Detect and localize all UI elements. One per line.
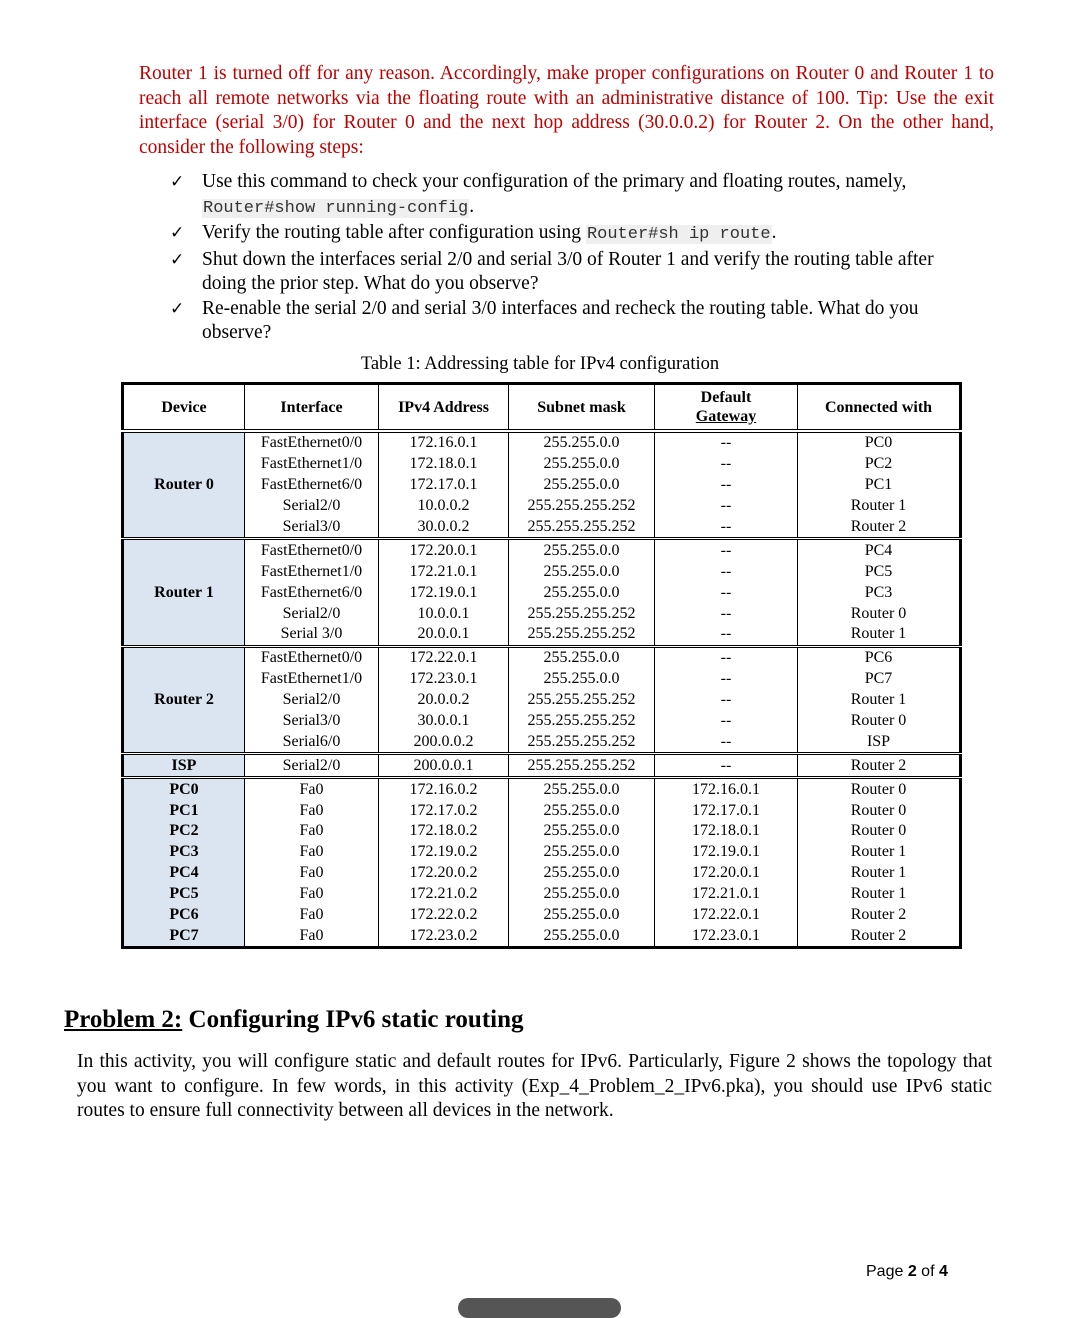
- cell-mask: 255.255.0.0: [509, 863, 655, 884]
- cell-interface: Serial 3/0: [245, 624, 379, 646]
- cell-interface: Fa0: [245, 905, 379, 926]
- cell-gateway: --: [655, 754, 798, 778]
- cell-connected: Router 1: [798, 884, 961, 905]
- cell-gateway: 172.17.0.1: [655, 800, 798, 821]
- cell-ipv4: 30.0.0.1: [379, 711, 509, 732]
- cell-ipv4: 20.0.0.2: [379, 690, 509, 711]
- cell-mask: 255.255.0.0: [509, 539, 655, 561]
- cell-gateway: --: [655, 711, 798, 732]
- cell-interface: Serial3/0: [245, 517, 379, 539]
- problem2-label: Problem 2:: [64, 1006, 183, 1033]
- table-row: [123, 561, 961, 582]
- cell-mask: 255.255.0.0: [509, 884, 655, 905]
- cell-connected: ISP: [798, 731, 961, 753]
- cell-connected: Router 2: [798, 925, 961, 947]
- cell-interface: FastEthernet0/0: [245, 431, 379, 454]
- cell-mask: 255.255.0.0: [509, 431, 655, 454]
- cell-interface: Fa0: [245, 863, 379, 884]
- cell-mask: 255.255.0.0: [509, 561, 655, 582]
- cell-device: PC3: [123, 842, 245, 863]
- cell-gateway: 172.21.0.1: [655, 884, 798, 905]
- page-prefix: Page: [866, 1263, 908, 1280]
- cell-gateway: --: [655, 669, 798, 690]
- cell-gateway: --: [655, 475, 798, 496]
- step-item: [170, 170, 960, 221]
- cell-mask: 255.255.255.252: [509, 731, 655, 753]
- step-text-end: .: [469, 195, 475, 217]
- cell-connected: PC6: [798, 646, 961, 668]
- cell-connected: Router 0: [798, 778, 961, 800]
- cell-gateway: 172.22.0.1: [655, 905, 798, 926]
- cell-connected: Router 1: [798, 624, 961, 646]
- cell-device: Router 1: [123, 539, 245, 646]
- cell-connected: Router 2: [798, 754, 961, 778]
- cell-ipv4: 20.0.0.1: [379, 624, 509, 646]
- table-row: [123, 669, 961, 690]
- cell-interface: FastEthernet6/0: [245, 582, 379, 603]
- cell-gateway: 172.23.0.1: [655, 925, 798, 947]
- cell-ipv4: 172.16.0.1: [379, 431, 509, 454]
- cell-device: PC1: [123, 800, 245, 821]
- step-text: Verify the routing table after configuration using: [202, 222, 586, 243]
- cell-ipv4: 172.17.0.1: [379, 475, 509, 496]
- step-command: Router#show running-config: [203, 198, 469, 218]
- table-row: [123, 624, 961, 646]
- cell-gateway: 172.16.0.1: [655, 778, 798, 800]
- addressing-table: [121, 382, 962, 949]
- cell-gateway: 172.20.0.1: [655, 863, 798, 884]
- cell-interface: Serial2/0: [245, 754, 379, 778]
- cell-connected: PC0: [798, 431, 961, 454]
- checkmark-icon: ✓: [170, 298, 185, 319]
- table-row: [123, 731, 961, 753]
- cell-gateway: --: [655, 690, 798, 711]
- cell-mask: 255.255.255.252: [509, 711, 655, 732]
- table-header-row: [123, 384, 961, 432]
- cell-interface: Serial6/0: [245, 731, 379, 753]
- cell-ipv4: 172.16.0.2: [379, 778, 509, 800]
- table-row: [123, 582, 961, 603]
- cell-ipv4: 172.21.0.1: [379, 561, 509, 582]
- cell-ipv4: 172.19.0.1: [379, 582, 509, 603]
- cell-connected: Router 0: [798, 603, 961, 624]
- cell-gateway: --: [655, 539, 798, 561]
- table-row: [123, 454, 961, 475]
- cell-connected: PC4: [798, 539, 961, 561]
- table-row: [123, 884, 961, 905]
- cell-device: ISP: [123, 754, 245, 778]
- table-row: [123, 475, 961, 496]
- cell-mask: 255.255.0.0: [509, 821, 655, 842]
- header-device: Device: [123, 384, 245, 432]
- cell-interface: FastEthernet0/0: [245, 539, 379, 561]
- cell-interface: Serial2/0: [245, 603, 379, 624]
- table-row: [123, 646, 961, 668]
- problem2-heading: [64, 1006, 524, 1034]
- page-number: [866, 1263, 948, 1281]
- cell-connected: PC3: [798, 582, 961, 603]
- cell-interface: FastEthernet0/0: [245, 646, 379, 668]
- cell-device: PC6: [123, 905, 245, 926]
- cell-device: PC4: [123, 863, 245, 884]
- header-connected: Connected with: [798, 384, 961, 432]
- cell-mask: 255.255.0.0: [509, 925, 655, 947]
- table-caption: Table 1: Addressing table for IPv4 configuration: [360, 354, 720, 374]
- cell-ipv4: 172.18.0.2: [379, 821, 509, 842]
- scroll-handle[interactable]: [458, 1298, 621, 1318]
- table-row: [123, 603, 961, 624]
- cell-gateway: --: [655, 603, 798, 624]
- header-gateway-line1: Default: [700, 389, 752, 406]
- checkmark-icon: ✓: [170, 249, 185, 270]
- cell-device: PC2: [123, 821, 245, 842]
- cell-connected: PC7: [798, 669, 961, 690]
- cell-connected: Router 1: [798, 863, 961, 884]
- cell-ipv4: 172.23.0.2: [379, 925, 509, 947]
- cell-gateway: --: [655, 624, 798, 646]
- cell-mask: 255.255.255.252: [509, 624, 655, 646]
- cell-ipv4: 200.0.0.1: [379, 754, 509, 778]
- cell-device: PC5: [123, 884, 245, 905]
- cell-mask: 255.255.255.252: [509, 754, 655, 778]
- table-row: [123, 842, 961, 863]
- cell-mask: 255.255.0.0: [509, 800, 655, 821]
- steps-list: [170, 170, 960, 346]
- table-row: [123, 778, 961, 800]
- step-item: [170, 297, 960, 346]
- cell-mask: 255.255.255.252: [509, 690, 655, 711]
- cell-mask: 255.255.0.0: [509, 454, 655, 475]
- problem2-title: Configuring IPv6 static routing: [182, 1006, 524, 1033]
- cell-interface: FastEthernet1/0: [245, 454, 379, 475]
- cell-connected: PC1: [798, 475, 961, 496]
- cell-ipv4: 200.0.0.2: [379, 731, 509, 753]
- cell-interface: Fa0: [245, 821, 379, 842]
- cell-gateway: --: [655, 561, 798, 582]
- cell-ipv4: 10.0.0.2: [379, 496, 509, 517]
- cell-interface: Serial2/0: [245, 496, 379, 517]
- cell-mask: 255.255.0.0: [509, 475, 655, 496]
- header-mask: Subnet mask: [509, 384, 655, 432]
- problem2-text: In this activity, you will configure static and default routes for IPv6. Particularly, Figure 2 shows the topology that you want to configure. In few words, in this activity (Exp_4_Problem_2_IPv6.pka), you should use IPv6 static routes to ensure full connectivity between all devices in the network.: [77, 1051, 992, 1121]
- page-current: 2: [907, 1263, 917, 1280]
- cell-interface: Fa0: [245, 925, 379, 947]
- cell-connected: Router 0: [798, 821, 961, 842]
- cell-connected: Router 2: [798, 517, 961, 539]
- table-row: [123, 821, 961, 842]
- page-of: of: [916, 1263, 939, 1280]
- step-text: Use this command to check your configuration of the primary and floating routes, namely,: [202, 171, 907, 192]
- cell-connected: Router 1: [798, 496, 961, 517]
- cell-connected: Router 0: [798, 711, 961, 732]
- cell-gateway: --: [655, 731, 798, 753]
- table-row: [123, 800, 961, 821]
- table-row: [123, 496, 961, 517]
- cell-device: PC0: [123, 778, 245, 800]
- cell-mask: 255.255.0.0: [509, 646, 655, 668]
- cell-mask: 255.255.0.0: [509, 582, 655, 603]
- cell-mask: 255.255.0.0: [509, 669, 655, 690]
- cell-ipv4: 10.0.0.1: [379, 603, 509, 624]
- cell-interface: FastEthernet1/0: [245, 669, 379, 690]
- cell-device: PC7: [123, 925, 245, 947]
- table-row: [123, 539, 961, 561]
- cell-connected: Router 1: [798, 842, 961, 863]
- cell-ipv4: 172.22.0.2: [379, 905, 509, 926]
- header-interface: Interface: [245, 384, 379, 432]
- table-row: [123, 517, 961, 539]
- table-row: [123, 925, 961, 947]
- cell-mask: 255.255.0.0: [509, 842, 655, 863]
- cell-device: Router 0: [123, 431, 245, 539]
- cell-interface: Serial2/0: [245, 690, 379, 711]
- step-text: Shut down the interfaces serial 2/0 and serial 3/0 of Router 1 and verify the routing table after doing the prior step. What do you observe?: [202, 248, 934, 294]
- cell-gateway: 172.18.0.1: [655, 821, 798, 842]
- cell-ipv4: 172.18.0.1: [379, 454, 509, 475]
- header-ipv4: IPv4 Address: [379, 384, 509, 432]
- cell-gateway: 172.19.0.1: [655, 842, 798, 863]
- page-total: 4: [938, 1263, 948, 1280]
- cell-gateway: --: [655, 454, 798, 475]
- cell-ipv4: 172.21.0.2: [379, 884, 509, 905]
- cell-ipv4: 172.23.0.1: [379, 669, 509, 690]
- cell-interface: Serial3/0: [245, 711, 379, 732]
- table-row: [123, 431, 961, 454]
- cell-ipv4: 172.17.0.2: [379, 800, 509, 821]
- cell-interface: Fa0: [245, 800, 379, 821]
- cell-device: Router 2: [123, 646, 245, 753]
- cell-gateway: --: [655, 517, 798, 539]
- cell-ipv4: 30.0.0.2: [379, 517, 509, 539]
- cell-mask: 255.255.255.252: [509, 496, 655, 517]
- cell-interface: Fa0: [245, 842, 379, 863]
- checkmark-icon: ✓: [170, 223, 185, 243]
- cell-gateway: --: [655, 431, 798, 454]
- cell-mask: 255.255.0.0: [509, 905, 655, 926]
- cell-mask: 255.255.255.252: [509, 603, 655, 624]
- cell-connected: Router 0: [798, 800, 961, 821]
- step-text-end: .: [771, 222, 777, 243]
- table-row: [123, 690, 961, 711]
- cell-mask: 255.255.255.252: [509, 517, 655, 539]
- cell-ipv4: 172.20.0.2: [379, 863, 509, 884]
- table-row: [123, 711, 961, 732]
- cell-mask: 255.255.0.0: [509, 778, 655, 800]
- cell-ipv4: 172.20.0.1: [379, 539, 509, 561]
- cell-interface: Fa0: [245, 884, 379, 905]
- cell-ipv4: 172.19.0.2: [379, 842, 509, 863]
- step-item: [170, 221, 960, 248]
- cell-connected: Router 1: [798, 690, 961, 711]
- cell-gateway: --: [655, 582, 798, 603]
- step-command: Router#sh ip route: [586, 225, 771, 244]
- cell-interface: FastEthernet1/0: [245, 561, 379, 582]
- cell-gateway: --: [655, 646, 798, 668]
- header-gateway: [655, 384, 798, 432]
- cell-connected: PC2: [798, 454, 961, 475]
- cell-connected: PC5: [798, 561, 961, 582]
- cell-interface: FastEthernet6/0: [245, 475, 379, 496]
- checkmark-icon: ✓: [170, 172, 185, 192]
- header-gateway-line2: Gateway: [695, 408, 757, 425]
- table-row: [123, 905, 961, 926]
- cell-gateway: --: [655, 496, 798, 517]
- table-row: [123, 863, 961, 884]
- cell-connected: Router 2: [798, 905, 961, 926]
- intro-text: Router 1 is turned off for any reason. Accordingly, make proper configurations on Router 0 and Router 1 to reach all remote networks via the floating route with an administrative distance of 100. Tip: Use the exit interface (serial 3/0) for Router 0 and the next hop address (30.0.0.2) for Router 2. On the other hand, consider the following steps:: [139, 63, 994, 158]
- table-row: [123, 754, 961, 778]
- step-text: Re-enable the serial 2/0 and serial 3/0 interfaces and recheck the routing table. What do you observe?: [202, 297, 919, 343]
- cell-ipv4: 172.22.0.1: [379, 646, 509, 668]
- cell-interface: Fa0: [245, 778, 379, 800]
- step-item: [170, 248, 960, 297]
- intro-paragraph: [139, 62, 994, 160]
